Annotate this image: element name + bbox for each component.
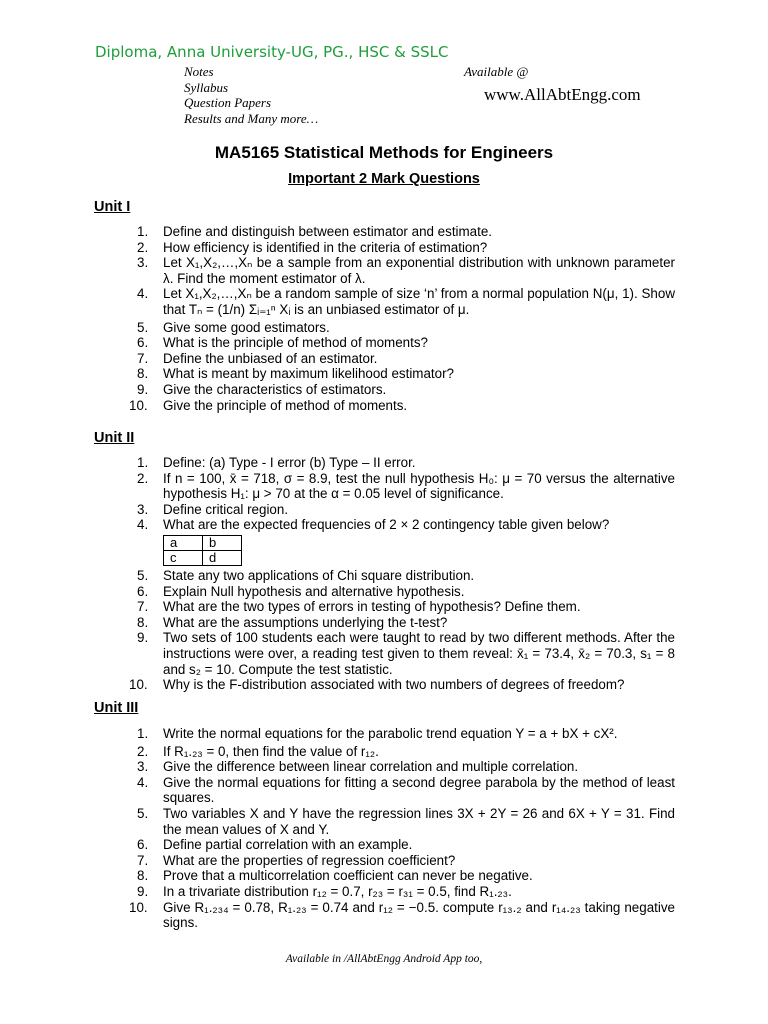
question-item: 10. Give the principle of method of moments. xyxy=(129,397,408,413)
question-item: 6. Explain Null hypothesis and alternative hypothesis. xyxy=(137,583,465,599)
question-item: 7. What are the properties of regression coefficient? xyxy=(137,852,456,868)
footer-note: Available in /AllAbtEngg Android App too, xyxy=(285,953,483,965)
contingency-table xyxy=(163,535,242,566)
table-row xyxy=(164,535,242,550)
unit-1-questions xyxy=(129,224,675,413)
question-item: 6. Define partial correlation with an example. xyxy=(137,837,413,853)
question-item: 9. Give the characteristics of estimators. xyxy=(137,381,387,397)
question-item: 10. Why is the F-distribution associated with two numbers of degrees of freedom? xyxy=(129,677,625,693)
table-cell: a xyxy=(164,535,203,550)
question-item: 5. Give some good estimators. xyxy=(137,319,330,335)
question-item: 8. What is meant by maximum likelihood estimator? xyxy=(137,366,454,382)
table-row xyxy=(164,550,242,565)
header-link-question-papers[interactable]: Question Papers xyxy=(184,95,272,110)
question-item: 4. Let X₁,X₂,…,Xₙ be a random sample of size ‘n’ from a normal population N(μ, 1). Show that Tₙ = (1/n) Σᵢ₌₁ⁿ Xᵢ is an unbiased estimator of μ. xyxy=(137,286,675,317)
question-item: 1. Write the normal equations for the parabolic trend equation Y = a + bX + cX². xyxy=(137,726,618,741)
table-cell: c xyxy=(164,550,203,565)
unit-2-heading: Unit II xyxy=(94,430,135,446)
document-subtitle: Important 2 Mark Questions xyxy=(288,171,480,187)
header-link-results[interactable]: Results and Many more… xyxy=(184,110,319,126)
site-title: Diploma, Anna University-UG, PG., HSC & SSLC xyxy=(95,43,449,61)
available-label: Available @ xyxy=(464,64,529,79)
question-item: 5. Two variables X and Y have the regression lines 3X + 2Y = 26 and 6X + Y = 31. Find the mean values of X and Y. xyxy=(137,805,675,837)
header-links xyxy=(184,64,318,126)
question-item: 8. Prove that a multicorrelation coefficient can never be negative. xyxy=(137,868,533,884)
unit-2-questions xyxy=(129,455,675,693)
question-item: 2. How efficiency is identified in the criteria of estimation? xyxy=(137,239,488,255)
table-cell: b xyxy=(203,535,242,550)
question-item: 4. Give the normal equations for fitting a second degree parabola by the method of least squares. xyxy=(137,774,675,806)
question-item: 1. Define and distinguish between estimator and estimate. xyxy=(137,224,493,239)
question-item: 10. Give R₁.₂₃₄ = 0.78, R₁.₂₃ = 0.74 and r₁₂ = −0.5. compute r₁₃.₂ and r₁₄.₂₃ taking negative signs. xyxy=(129,899,675,931)
document-title: MA5165 Statistical Methods for Engineers xyxy=(214,143,554,162)
question-item: 2. If R₁.₂₃ = 0, then find the value of r₁₂. xyxy=(137,743,379,759)
question-item: 3. Give the difference between linear correlation and multiple correlation. xyxy=(137,759,579,775)
question-item: 9. In a trivariate distribution r₁₂ = 0.7, r₂₃ = r₃₁ = 0.5, find R₁.₂₃. xyxy=(137,883,512,899)
unit-3-heading: Unit III xyxy=(94,700,139,716)
question-item: 1. Define: (a) Type - I error (b) Type – II error. xyxy=(137,455,416,470)
question-item: 6. What is the principle of method of moments? xyxy=(137,335,428,351)
question-item: 7. What are the two types of errors in testing of hypothesis? Define them. xyxy=(137,599,581,615)
question-item: 4. What are the expected frequencies of 2 × 2 contingency table given below? a b c d xyxy=(137,517,610,565)
question-item: 7. Define the unbiased of an estimator. xyxy=(137,350,378,366)
header-link-syllabus[interactable]: Syllabus xyxy=(184,79,229,95)
question-item: 3. Let X₁,X₂,…,Xₙ be a sample from an exponential distribution with unknown parameter λ. Find the moment estimator of λ. xyxy=(137,255,675,286)
unit-3-questions xyxy=(129,726,675,931)
unit-1-heading: Unit I xyxy=(94,199,131,215)
question-item: 8. What are the assumptions underlying the t-test? xyxy=(137,614,448,630)
question-item: 2. If n = 100, x̄ = 718, σ = 8.9, test the null hypothesis H₀: μ = 70 versus the alternative hypothesis H₁: μ > 70 at the α = 0.05 level of significance. xyxy=(137,470,675,502)
table-cell: d xyxy=(203,550,242,565)
question-item: 9. Two sets of 100 students each were taught to read by two different methods. After the instructions were over, a reading test given to them reveal: x̄₁ = 73.4, x̄₂ = 70.3, s₁ = 8 and s₂ = 10. Compute the test statistic. xyxy=(137,630,675,677)
header-link-notes[interactable]: Notes xyxy=(184,64,214,79)
site-url-link[interactable]: www.AllAbtEngg.com xyxy=(484,85,641,104)
question-item: 3. Define critical region. xyxy=(137,501,289,517)
question-item: 5. State any two applications of Chi square distribution. xyxy=(137,567,475,583)
